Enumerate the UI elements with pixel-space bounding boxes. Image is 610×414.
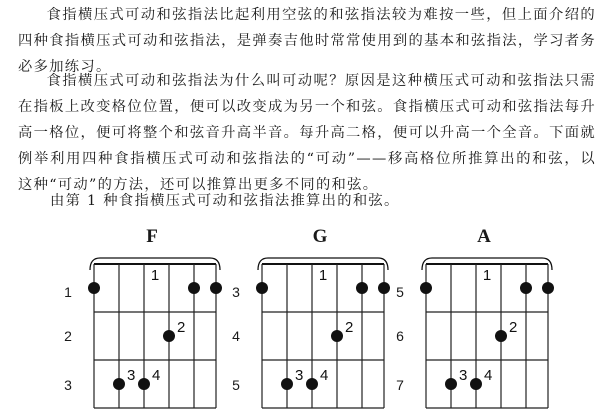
barre-finger-number: 1 <box>482 267 492 284</box>
finger-dot <box>356 282 368 294</box>
barre-finger-number: 1 <box>150 267 160 284</box>
finger-dot <box>281 378 293 390</box>
finger-dot <box>420 282 432 294</box>
finger-dot <box>188 282 200 294</box>
fret-label: 7 <box>396 377 404 393</box>
fret-label: 3 <box>232 284 240 300</box>
finger-dot <box>88 282 100 294</box>
finger-dot <box>256 282 268 294</box>
finger-dot <box>378 282 390 294</box>
finger-number: 3 <box>295 367 304 384</box>
fret-label: 2 <box>64 328 72 344</box>
paragraph-intro: 食指横压式可动和弦指法比起利用空弦的和弦指法较为难按一些，但上面介绍的四种食指横压式可动和弦指法，是弹奏吉他时常常使用到的基本和弦指法，学习者务必多加练习。 <box>18 7 596 75</box>
finger-number: 3 <box>459 367 468 384</box>
finger-number: 3 <box>127 367 136 384</box>
barre-finger-number: 1 <box>318 267 328 284</box>
diagram-caption: 由第 1 种食指横压式可动和弦指法推算出的和弦。 <box>50 193 400 209</box>
finger-number: 2 <box>345 319 354 336</box>
finger-dot <box>113 378 125 390</box>
finger-dot <box>445 378 457 390</box>
chord-name: F <box>146 226 158 247</box>
fretboard <box>414 252 564 412</box>
fret-label: 5 <box>396 284 404 300</box>
finger-number: 4 <box>484 367 493 384</box>
finger-dot <box>542 282 554 294</box>
finger-number: 4 <box>320 367 329 384</box>
fret-label: 4 <box>232 328 240 344</box>
chord-diagram-a <box>392 222 572 414</box>
finger-dot <box>306 378 318 390</box>
chord-diagram-f <box>60 222 240 414</box>
finger-number: 2 <box>509 319 518 336</box>
finger-dot <box>331 330 343 342</box>
finger-dot <box>470 378 482 390</box>
fret-label: 5 <box>232 377 240 393</box>
finger-dot <box>210 282 222 294</box>
finger-dot <box>495 330 507 342</box>
chord-diagram-g <box>228 222 408 414</box>
fret-label: 3 <box>64 377 72 393</box>
paragraph-explanation: 食指横压式可动和弦指法为什么叫可动呢？原因是这种横压式可动和弦指法只需在指板上改变格位位置，便可以改变成为另一个和弦。食指横压式可动和弦指法每升高一格位，便可将整个和弦音升高半音。每升高二格，便可以升高一个全音。下面就例举利用四种食指横压式可动和弦指法的“可动”——移高格位所推算出的和弦，以这种“可动”的方法，还可以推算出更多不同的和弦。 <box>18 73 596 193</box>
finger-dot <box>163 330 175 342</box>
fretboard <box>82 252 232 412</box>
fretboard <box>250 252 400 412</box>
chord-name: A <box>477 226 491 247</box>
fret-label: 1 <box>64 284 72 300</box>
finger-number: 2 <box>177 319 186 336</box>
fret-label: 6 <box>396 328 404 344</box>
finger-number: 4 <box>152 367 161 384</box>
chord-name: G <box>312 226 328 247</box>
finger-dot <box>520 282 532 294</box>
finger-dot <box>138 378 150 390</box>
